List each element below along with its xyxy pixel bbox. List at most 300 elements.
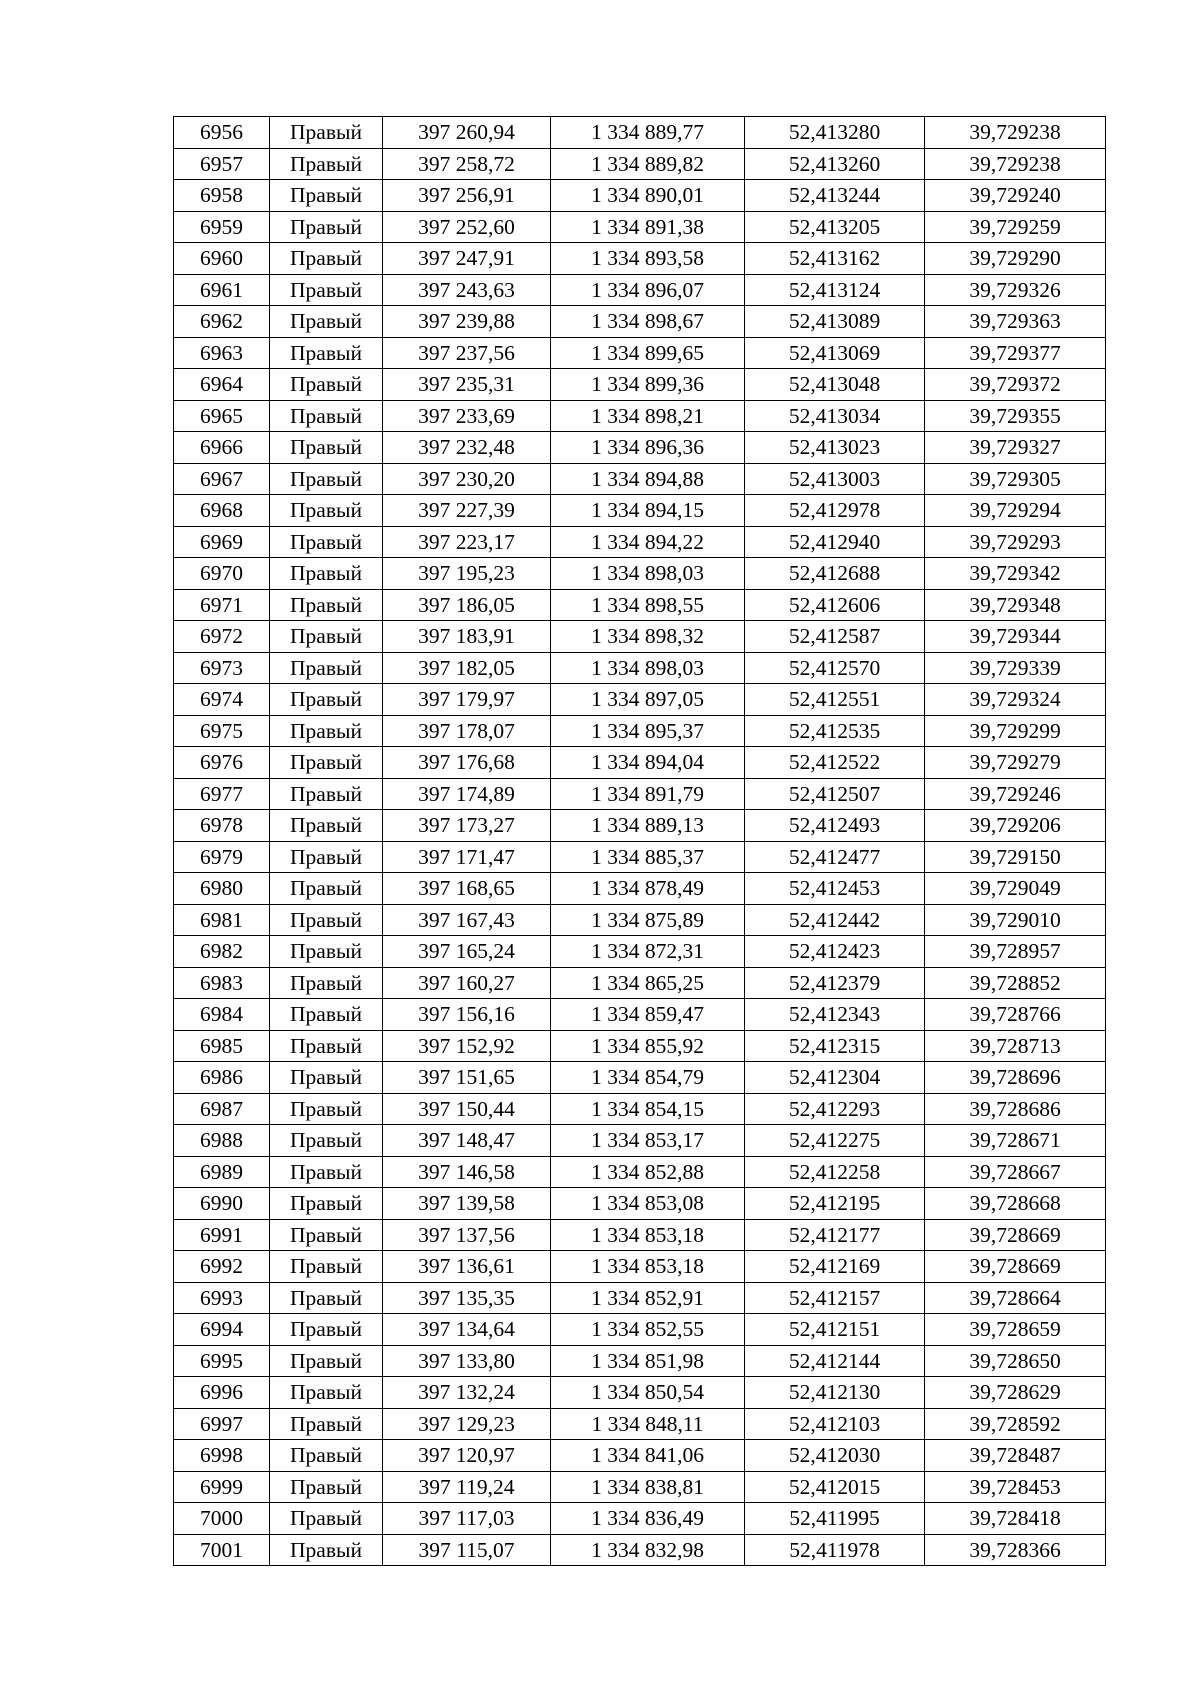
table-cell-side: Правый (270, 1471, 383, 1503)
table-row (174, 1282, 1106, 1314)
table-cell-coord-x: 397 258,72 (383, 148, 551, 180)
table-cell-coord-x: 397 176,68 (383, 747, 551, 779)
table-cell-side: Правый (270, 1125, 383, 1157)
table-cell-longitude: 39,728366 (925, 1534, 1106, 1566)
table-cell-coord-y: 1 334 898,67 (551, 306, 745, 338)
table-cell-latitude: 52,412493 (745, 810, 925, 842)
table-row (174, 243, 1106, 275)
table-cell-coord-x: 397 239,88 (383, 306, 551, 338)
table-cell-point-number: 6996 (174, 1377, 270, 1409)
table-cell-side: Правый (270, 148, 383, 180)
table-row (174, 180, 1106, 212)
table-cell-longitude: 39,729293 (925, 526, 1106, 558)
table-cell-longitude: 39,728664 (925, 1282, 1106, 1314)
table-cell-latitude: 52,412940 (745, 526, 925, 558)
table-row (174, 1345, 1106, 1377)
table-cell-point-number: 6971 (174, 589, 270, 621)
table-cell-point-number: 6956 (174, 117, 270, 149)
table-cell-coord-x: 397 230,20 (383, 463, 551, 495)
table-cell-coord-x: 397 243,63 (383, 274, 551, 306)
table-row (174, 432, 1106, 464)
table-cell-coord-y: 1 334 865,25 (551, 967, 745, 999)
table-row (174, 1503, 1106, 1535)
table-row (174, 1377, 1106, 1409)
table-cell-latitude: 52,412379 (745, 967, 925, 999)
table-row (174, 1188, 1106, 1220)
table-cell-coord-y: 1 334 896,07 (551, 274, 745, 306)
table-cell-coord-x: 397 178,07 (383, 715, 551, 747)
table-cell-coord-x: 397 132,24 (383, 1377, 551, 1409)
table-cell-coord-x: 397 148,47 (383, 1125, 551, 1157)
table-cell-latitude: 52,412151 (745, 1314, 925, 1346)
table-cell-side: Правый (270, 999, 383, 1031)
table-cell-latitude: 52,412177 (745, 1219, 925, 1251)
table-cell-coord-x: 397 117,03 (383, 1503, 551, 1535)
table-cell-longitude: 39,729326 (925, 274, 1106, 306)
table-cell-point-number: 6980 (174, 873, 270, 905)
table-row (174, 684, 1106, 716)
table-cell-longitude: 39,729372 (925, 369, 1106, 401)
table-cell-coord-y: 1 334 855,92 (551, 1030, 745, 1062)
table-cell-latitude: 52,413003 (745, 463, 925, 495)
table-row (174, 369, 1106, 401)
table-cell-longitude: 39,729150 (925, 841, 1106, 873)
table-cell-coord-x: 397 136,61 (383, 1251, 551, 1283)
table-cell-coord-x: 397 173,27 (383, 810, 551, 842)
table-cell-coord-x: 397 115,07 (383, 1534, 551, 1566)
table-row (174, 1093, 1106, 1125)
table-cell-coord-x: 397 237,56 (383, 337, 551, 369)
table-cell-point-number: 6995 (174, 1345, 270, 1377)
table-cell-latitude: 52,413069 (745, 337, 925, 369)
coordinates-table-body (174, 117, 1106, 1566)
table-row (174, 1219, 1106, 1251)
table-cell-side: Правый (270, 274, 383, 306)
table-cell-longitude: 39,729363 (925, 306, 1106, 338)
table-cell-side: Правый (270, 1534, 383, 1566)
table-row (174, 778, 1106, 810)
table-cell-coord-y: 1 334 838,81 (551, 1471, 745, 1503)
table-cell-coord-y: 1 334 848,11 (551, 1408, 745, 1440)
table-cell-side: Правый (270, 1314, 383, 1346)
table-cell-latitude: 52,412258 (745, 1156, 925, 1188)
table-cell-coord-y: 1 334 853,17 (551, 1125, 745, 1157)
table-cell-side: Правый (270, 1093, 383, 1125)
table-cell-coord-x: 397 137,56 (383, 1219, 551, 1251)
table-cell-side: Правый (270, 747, 383, 779)
table-cell-latitude: 52,412315 (745, 1030, 925, 1062)
table-cell-coord-y: 1 334 852,91 (551, 1282, 745, 1314)
table-cell-coord-y: 1 334 853,08 (551, 1188, 745, 1220)
table-cell-coord-x: 397 186,05 (383, 589, 551, 621)
table-cell-side: Правый (270, 810, 383, 842)
table-cell-coord-x: 397 179,97 (383, 684, 551, 716)
table-cell-coord-x: 397 168,65 (383, 873, 551, 905)
table-cell-coord-y: 1 334 850,54 (551, 1377, 745, 1409)
table-cell-coord-x: 397 233,69 (383, 400, 551, 432)
table-cell-coord-x: 397 235,31 (383, 369, 551, 401)
table-cell-side: Правый (270, 1345, 383, 1377)
table-cell-latitude: 52,412535 (745, 715, 925, 747)
table-row (174, 873, 1106, 905)
table-cell-point-number: 6976 (174, 747, 270, 779)
table-cell-latitude: 52,412423 (745, 936, 925, 968)
table-cell-coord-x: 397 119,24 (383, 1471, 551, 1503)
table-cell-coord-x: 397 247,91 (383, 243, 551, 275)
table-cell-coord-x: 397 120,97 (383, 1440, 551, 1472)
table-cell-latitude: 52,413124 (745, 274, 925, 306)
table-cell-longitude: 39,729290 (925, 243, 1106, 275)
table-cell-coord-y: 1 334 894,22 (551, 526, 745, 558)
table-cell-side: Правый (270, 1251, 383, 1283)
table-cell-longitude: 39,729238 (925, 117, 1106, 149)
table-cell-coord-y: 1 334 875,89 (551, 904, 745, 936)
table-row (174, 211, 1106, 243)
table-cell-coord-x: 397 133,80 (383, 1345, 551, 1377)
table-row (174, 1125, 1106, 1157)
table-cell-longitude: 39,729342 (925, 558, 1106, 590)
table-cell-side: Правый (270, 306, 383, 338)
table-cell-coord-y: 1 334 897,05 (551, 684, 745, 716)
table-cell-coord-y: 1 334 899,36 (551, 369, 745, 401)
table-cell-latitude: 52,412688 (745, 558, 925, 590)
table-cell-latitude: 52,413205 (745, 211, 925, 243)
table-cell-coord-x: 397 151,65 (383, 1062, 551, 1094)
table-cell-latitude: 52,412522 (745, 747, 925, 779)
table-cell-side: Правый (270, 778, 383, 810)
table-cell-coord-y: 1 334 889,77 (551, 117, 745, 149)
table-row (174, 1440, 1106, 1472)
table-cell-latitude: 52,412130 (745, 1377, 925, 1409)
table-cell-longitude: 39,729279 (925, 747, 1106, 779)
table-row (174, 148, 1106, 180)
table-cell-latitude: 52,412015 (745, 1471, 925, 1503)
table-cell-latitude: 52,413244 (745, 180, 925, 212)
table-cell-side: Правый (270, 495, 383, 527)
table-cell-coord-x: 397 165,24 (383, 936, 551, 968)
table-cell-side: Правый (270, 1219, 383, 1251)
table-cell-coord-y: 1 334 878,49 (551, 873, 745, 905)
table-row (174, 1251, 1106, 1283)
table-cell-point-number: 6974 (174, 684, 270, 716)
table-cell-coord-x: 397 146,58 (383, 1156, 551, 1188)
table-cell-side: Правый (270, 558, 383, 590)
table-row (174, 1030, 1106, 1062)
table-cell-side: Правый (270, 117, 383, 149)
table-cell-coord-y: 1 334 898,03 (551, 558, 745, 590)
table-cell-longitude: 39,729324 (925, 684, 1106, 716)
table-cell-longitude: 39,728669 (925, 1219, 1106, 1251)
table-cell-coord-x: 397 129,23 (383, 1408, 551, 1440)
table-row (174, 1408, 1106, 1440)
table-cell-coord-x: 397 134,64 (383, 1314, 551, 1346)
table-row (174, 715, 1106, 747)
table-cell-longitude: 39,728659 (925, 1314, 1106, 1346)
table-cell-latitude: 52,413034 (745, 400, 925, 432)
table-cell-side: Правый (270, 369, 383, 401)
table-cell-longitude: 39,729240 (925, 180, 1106, 212)
table-cell-coord-x: 397 160,27 (383, 967, 551, 999)
table-cell-point-number: 6960 (174, 243, 270, 275)
table-cell-point-number: 6999 (174, 1471, 270, 1503)
table-cell-longitude: 39,729299 (925, 715, 1106, 747)
table-cell-coord-x: 397 174,89 (383, 778, 551, 810)
table-cell-point-number: 6975 (174, 715, 270, 747)
table-cell-longitude: 39,728852 (925, 967, 1106, 999)
table-cell-longitude: 39,728453 (925, 1471, 1106, 1503)
table-cell-latitude: 52,412978 (745, 495, 925, 527)
table-cell-coord-y: 1 334 890,01 (551, 180, 745, 212)
table-row (174, 306, 1106, 338)
table-cell-coord-y: 1 334 893,58 (551, 243, 745, 275)
table-cell-coord-y: 1 334 894,04 (551, 747, 745, 779)
table-cell-longitude: 39,729010 (925, 904, 1106, 936)
table-cell-latitude: 52,412157 (745, 1282, 925, 1314)
table-cell-longitude: 39,728487 (925, 1440, 1106, 1472)
table-cell-point-number: 6965 (174, 400, 270, 432)
table-cell-coord-x: 397 227,39 (383, 495, 551, 527)
table-cell-longitude: 39,729294 (925, 495, 1106, 527)
table-cell-point-number: 6961 (174, 274, 270, 306)
table-cell-latitude: 52,412103 (745, 1408, 925, 1440)
table-cell-side: Правый (270, 211, 383, 243)
table-cell-coord-y: 1 334 898,03 (551, 652, 745, 684)
table-cell-longitude: 39,728766 (925, 999, 1106, 1031)
table-cell-point-number: 6967 (174, 463, 270, 495)
table-cell-coord-y: 1 334 854,15 (551, 1093, 745, 1125)
table-cell-longitude: 39,728669 (925, 1251, 1106, 1283)
table-row (174, 274, 1106, 306)
table-cell-side: Правый (270, 463, 383, 495)
table-cell-longitude: 39,729259 (925, 211, 1106, 243)
table-cell-side: Правый (270, 936, 383, 968)
table-cell-coord-y: 1 334 836,49 (551, 1503, 745, 1535)
table-cell-latitude: 52,412144 (745, 1345, 925, 1377)
table-row (174, 117, 1106, 149)
table-cell-coord-y: 1 334 853,18 (551, 1219, 745, 1251)
table-row (174, 810, 1106, 842)
table-cell-longitude: 39,729344 (925, 621, 1106, 653)
table-cell-coord-x: 397 252,60 (383, 211, 551, 243)
table-cell-latitude: 52,412606 (745, 589, 925, 621)
table-cell-point-number: 6986 (174, 1062, 270, 1094)
table-cell-side: Правый (270, 1377, 383, 1409)
table-cell-coord-x: 397 139,58 (383, 1188, 551, 1220)
table-row (174, 747, 1106, 779)
table-cell-coord-y: 1 334 859,47 (551, 999, 745, 1031)
table-cell-point-number: 6992 (174, 1251, 270, 1283)
table-cell-longitude: 39,729206 (925, 810, 1106, 842)
table-cell-coord-y: 1 334 898,21 (551, 400, 745, 432)
table-cell-point-number: 6963 (174, 337, 270, 369)
table-cell-coord-y: 1 334 894,15 (551, 495, 745, 527)
table-cell-side: Правый (270, 1282, 383, 1314)
table-row (174, 1534, 1106, 1566)
table-cell-coord-y: 1 334 896,36 (551, 432, 745, 464)
table-cell-side: Правый (270, 1062, 383, 1094)
table-cell-longitude: 39,728629 (925, 1377, 1106, 1409)
table-cell-coord-x: 397 260,94 (383, 117, 551, 149)
table-cell-side: Правый (270, 715, 383, 747)
table-row (174, 904, 1106, 936)
table-cell-point-number: 6984 (174, 999, 270, 1031)
table-cell-side: Правый (270, 1188, 383, 1220)
table-cell-latitude: 52,413260 (745, 148, 925, 180)
table-cell-coord-x: 397 232,48 (383, 432, 551, 464)
table-cell-longitude: 39,728667 (925, 1156, 1106, 1188)
table-cell-coord-y: 1 334 852,88 (551, 1156, 745, 1188)
table-cell-coord-x: 397 171,47 (383, 841, 551, 873)
table-cell-point-number: 6987 (174, 1093, 270, 1125)
table-cell-side: Правый (270, 873, 383, 905)
table-cell-coord-x: 397 156,16 (383, 999, 551, 1031)
table-cell-longitude: 39,729305 (925, 463, 1106, 495)
table-row (174, 526, 1106, 558)
table-cell-latitude: 52,412477 (745, 841, 925, 873)
table-cell-longitude: 39,729339 (925, 652, 1106, 684)
table-cell-longitude: 39,729238 (925, 148, 1106, 180)
table-cell-latitude: 52,412453 (745, 873, 925, 905)
table-row (174, 589, 1106, 621)
table-cell-longitude: 39,729246 (925, 778, 1106, 810)
table-cell-latitude: 52,412275 (745, 1125, 925, 1157)
table-cell-point-number: 6978 (174, 810, 270, 842)
table-cell-coord-y: 1 334 898,55 (551, 589, 745, 621)
table-row (174, 400, 1106, 432)
table-cell-latitude: 52,413280 (745, 117, 925, 149)
table-cell-side: Правый (270, 400, 383, 432)
table-cell-longitude: 39,728957 (925, 936, 1106, 968)
table-cell-side: Правый (270, 1503, 383, 1535)
table-cell-point-number: 6958 (174, 180, 270, 212)
table-cell-latitude: 52,412507 (745, 778, 925, 810)
table-cell-longitude: 39,728686 (925, 1093, 1106, 1125)
table-cell-longitude: 39,729049 (925, 873, 1106, 905)
table-cell-coord-x: 397 135,35 (383, 1282, 551, 1314)
table-cell-point-number: 6991 (174, 1219, 270, 1251)
table-cell-coord-x: 397 223,17 (383, 526, 551, 558)
table-cell-side: Правый (270, 526, 383, 558)
table-row (174, 999, 1106, 1031)
table-cell-latitude: 52,412169 (745, 1251, 925, 1283)
table-cell-side: Правый (270, 180, 383, 212)
table-row (174, 652, 1106, 684)
table-row (174, 967, 1106, 999)
table-row (174, 1471, 1106, 1503)
table-cell-point-number: 6973 (174, 652, 270, 684)
table-cell-point-number: 6985 (174, 1030, 270, 1062)
table-cell-point-number: 6981 (174, 904, 270, 936)
table-cell-side: Правый (270, 652, 383, 684)
table-cell-latitude: 52,413048 (745, 369, 925, 401)
table-cell-longitude: 39,728668 (925, 1188, 1106, 1220)
table-cell-coord-y: 1 334 841,06 (551, 1440, 745, 1472)
table-cell-latitude: 52,412030 (745, 1440, 925, 1472)
table-row (174, 1062, 1106, 1094)
table-row (174, 495, 1106, 527)
table-cell-point-number: 6982 (174, 936, 270, 968)
table-cell-point-number: 6983 (174, 967, 270, 999)
table-cell-coord-y: 1 334 889,13 (551, 810, 745, 842)
table-cell-coord-y: 1 334 891,38 (551, 211, 745, 243)
table-row (174, 936, 1106, 968)
table-cell-side: Правый (270, 904, 383, 936)
table-cell-point-number: 6979 (174, 841, 270, 873)
table-row (174, 1314, 1106, 1346)
table-cell-side: Правый (270, 432, 383, 464)
table-row (174, 463, 1106, 495)
table-cell-point-number: 6969 (174, 526, 270, 558)
table-cell-longitude: 39,728592 (925, 1408, 1106, 1440)
table-cell-point-number: 6998 (174, 1440, 270, 1472)
table-cell-latitude: 52,413023 (745, 432, 925, 464)
table-cell-point-number: 6972 (174, 621, 270, 653)
table-cell-longitude: 39,728418 (925, 1503, 1106, 1535)
table-cell-coord-x: 397 182,05 (383, 652, 551, 684)
table-cell-coord-y: 1 334 853,18 (551, 1251, 745, 1283)
table-cell-latitude: 52,412570 (745, 652, 925, 684)
table-cell-side: Правый (270, 621, 383, 653)
table-cell-point-number: 6962 (174, 306, 270, 338)
table-cell-side: Правый (270, 841, 383, 873)
table-cell-point-number: 6957 (174, 148, 270, 180)
table-cell-coord-y: 1 334 872,31 (551, 936, 745, 968)
table-cell-point-number: 6993 (174, 1282, 270, 1314)
table-cell-longitude: 39,728671 (925, 1125, 1106, 1157)
table-cell-coord-x: 397 195,23 (383, 558, 551, 590)
table-cell-side: Правый (270, 967, 383, 999)
table-cell-longitude: 39,728713 (925, 1030, 1106, 1062)
table-cell-longitude: 39,728696 (925, 1062, 1106, 1094)
table-cell-coord-x: 397 152,92 (383, 1030, 551, 1062)
table-cell-side: Правый (270, 337, 383, 369)
table-cell-coord-y: 1 334 898,32 (551, 621, 745, 653)
table-cell-latitude: 52,411995 (745, 1503, 925, 1535)
table-row (174, 841, 1106, 873)
table-row (174, 1156, 1106, 1188)
table-cell-coord-x: 397 183,91 (383, 621, 551, 653)
table-cell-side: Правый (270, 1440, 383, 1472)
table-cell-point-number: 6990 (174, 1188, 270, 1220)
table-cell-latitude: 52,411978 (745, 1534, 925, 1566)
table-cell-longitude: 39,729327 (925, 432, 1106, 464)
table-cell-point-number: 6989 (174, 1156, 270, 1188)
table-cell-side: Правый (270, 1030, 383, 1062)
table-cell-latitude: 52,412293 (745, 1093, 925, 1125)
table-cell-latitude: 52,412587 (745, 621, 925, 653)
table-cell-coord-x: 397 167,43 (383, 904, 551, 936)
table-cell-latitude: 52,412304 (745, 1062, 925, 1094)
table-cell-latitude: 52,413089 (745, 306, 925, 338)
table-cell-latitude: 52,412442 (745, 904, 925, 936)
table-cell-longitude: 39,729348 (925, 589, 1106, 621)
table-cell-side: Правый (270, 243, 383, 275)
table-cell-point-number: 6994 (174, 1314, 270, 1346)
table-cell-coord-y: 1 334 889,82 (551, 148, 745, 180)
table-cell-longitude: 39,728650 (925, 1345, 1106, 1377)
table-cell-point-number: 6997 (174, 1408, 270, 1440)
table-cell-longitude: 39,729355 (925, 400, 1106, 432)
table-cell-point-number: 6970 (174, 558, 270, 590)
table-cell-side: Правый (270, 684, 383, 716)
table-cell-point-number: 6959 (174, 211, 270, 243)
table-cell-point-number: 6966 (174, 432, 270, 464)
table-cell-side: Правый (270, 1408, 383, 1440)
table-cell-latitude: 52,412343 (745, 999, 925, 1031)
table-cell-coord-x: 397 150,44 (383, 1093, 551, 1125)
table-cell-coord-y: 1 334 895,37 (551, 715, 745, 747)
table-cell-side: Правый (270, 589, 383, 621)
